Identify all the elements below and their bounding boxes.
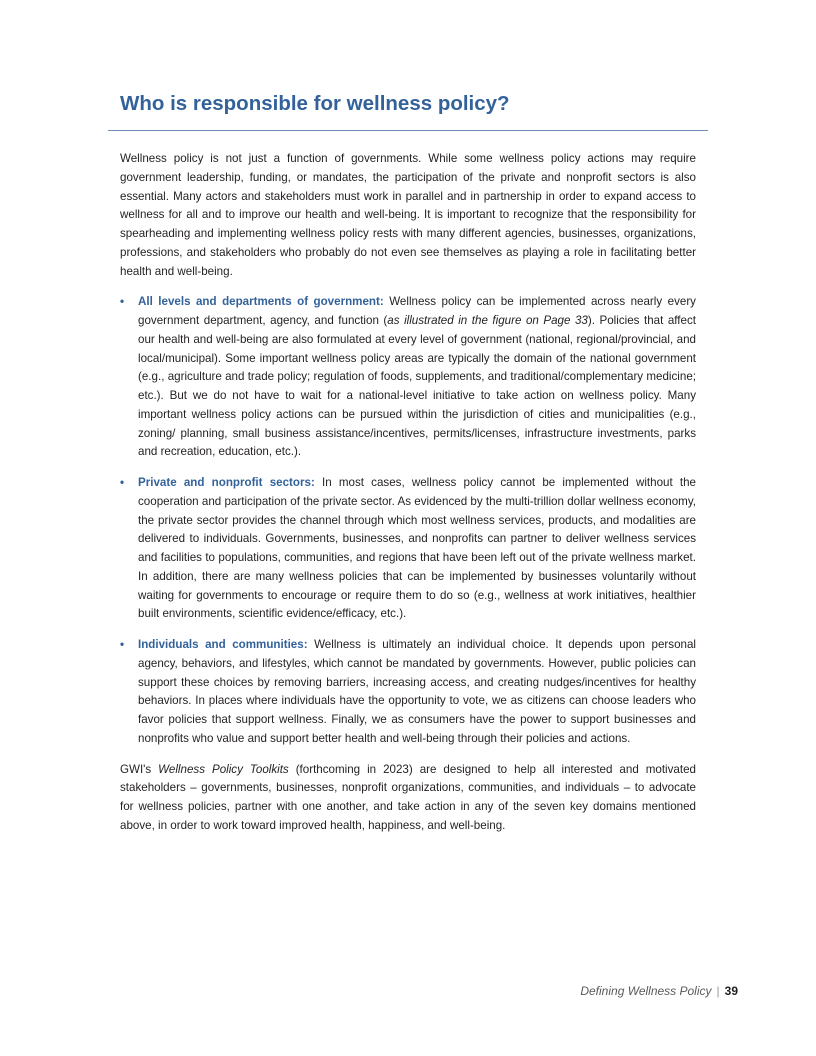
list-item-individuals <box>120 636 696 749</box>
list-item-text-continued: ). Policies that affect our health and well-being are also formulated at every level of government (national, regional/provincial, and local/municipal). Some important wellness policy areas are typically the domain of the national government (e.g., agriculture and trade policy; regulation of foods, supplements, and traditional/complementary medicine; etc.). But we do not have to wait for a national-level initiative to take action on wellness policy. Many important wellness policy actions can be pursued within the jurisdiction of cities and municipalities (e.g., zoning/ planning, small business assistance/incentives, permits/licenses, infrastructure investments, parks and recreation, education, etc.). <box>138 314 696 459</box>
list-item-text: In most cases, wellness policy cannot be implemented without the cooperation and participation of the private sector. As evidenced by the multi-trillion dollar wellness economy, the private sector provides the channel through which most wellness services, products, and modalities are delivered to individuals. Governments, businesses, and nonprofits can partner to deliver wellness services and facilities to populations, communities, and regions that have been left out of the private wellness market. In addition, there are many wellness policies that can be implemented by businesses voluntarily without waiting for governments to encourage or require them to do so (e.g., wellness at work initiatives, healthier built environments, scientific evidence/efficacy, etc.). <box>138 476 696 621</box>
stakeholder-list <box>120 293 696 748</box>
bullet-icon: • <box>120 295 125 309</box>
list-item-lead: Individuals and communities: <box>138 638 308 651</box>
closing-text-continued: (forthcoming in 2023) are designed to help all interested and motivated stakeholders – governments, businesses, nonprofit organizations, communities, and individuals – to advocate for wellness policies, partner with one another, and take action in any of the seven key domains mentioned above, in order to work toward improved health, happiness, and well-being. <box>120 762 696 832</box>
page-title: Who is responsible for wellness policy? <box>120 92 510 115</box>
bullet-icon: • <box>120 476 125 489</box>
list-item-text: Wellness policy can be implemented across nearly every government department, agency, and function ( <box>138 295 696 327</box>
list-item-government <box>120 293 696 462</box>
closing-paragraph <box>120 761 696 836</box>
page-number: 39 <box>724 984 738 998</box>
bullet-icon: • <box>120 638 125 651</box>
page-footer <box>580 984 738 998</box>
toolkit-title: Wellness Policy Toolkits <box>158 762 289 776</box>
title-divider <box>108 130 708 131</box>
closing-text: GWI's <box>120 762 159 776</box>
list-item-text: Wellness is ultimately an individual choice. It depends upon personal agency, behaviors, and lifestyles, which cannot be mandated by governments. However, public policies can support these choices by removing barriers, increasing access, and creating nudges/incentives for healthy behaviors. In places where individuals have the opportunity to vote, we as citizens can choose leaders who favor policies that support wellness. Finally, we as consumers have the power to support businesses and nonprofits who value and support better health and well-being through their policies and actions. <box>138 638 696 745</box>
list-item-lead: All levels and departments of government: <box>138 295 384 309</box>
figure-reference: as illustrated in the figure on Page 33 <box>387 314 588 327</box>
list-item-private-sector <box>120 474 696 624</box>
list-item-lead: Private and nonprofit sectors: <box>138 476 315 489</box>
footer-title: Defining Wellness Policy <box>580 984 712 998</box>
footer-separator: | <box>716 984 720 998</box>
body-content <box>120 150 696 848</box>
intro-paragraph: Wellness policy is not just a function of governments. While some wellness policy actions may require government leadership, funding, or mandates, the participation of the private and nonprofit sectors is also essential. Many actors and stakeholders must work in parallel and in partnership in order to expand access to wellness for all and to improve our health and well-being. It is important to recognize that the responsibility for spearheading and implementing wellness policy rests with many different agencies, businesses, organizations, professions, and stakeholders who probably do not even see themselves as playing a role in facilitating better health and well-being. <box>120 152 696 278</box>
